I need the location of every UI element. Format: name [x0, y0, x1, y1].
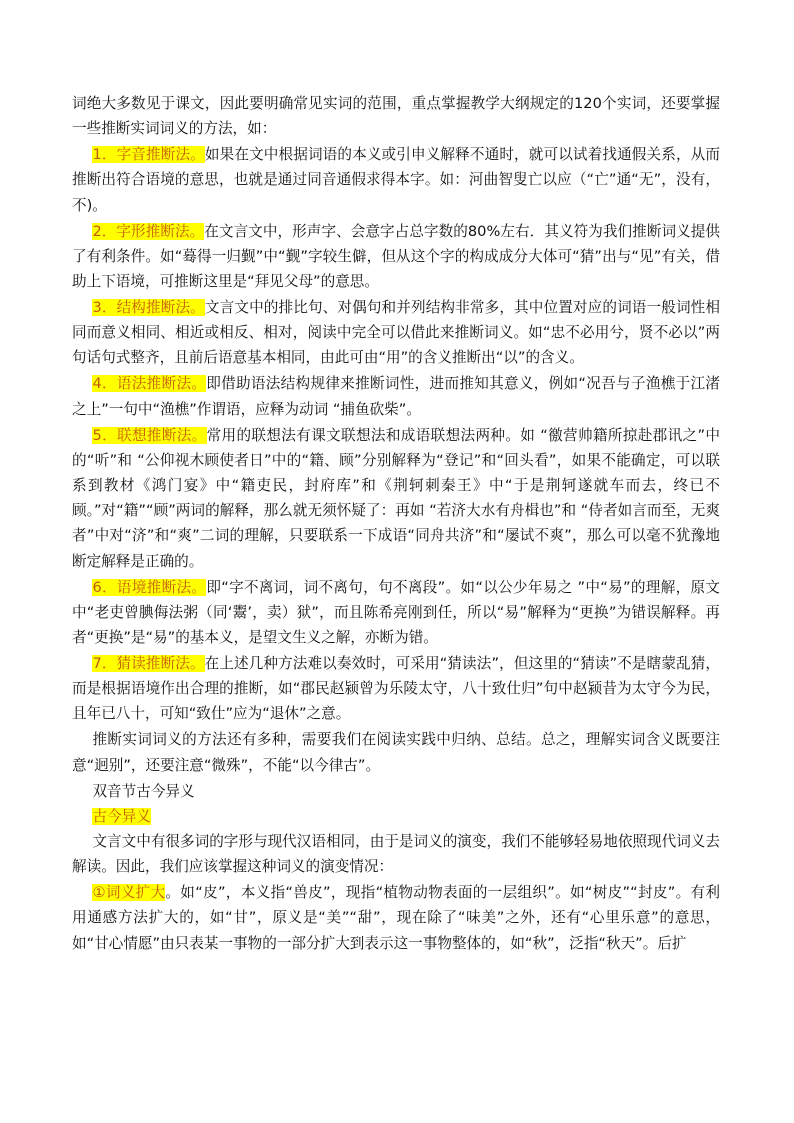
method-3-paragraph — [72, 295, 720, 371]
paragraph-text: 在文言文中，形声字、会意字占总字数的80%左右．其义符为我们推断词义提供了有利条件。如“蓦得一归觐”中“觐”字较生僻，但从这个字的构成成分大体可“猜”出与“见”有关，借助上下语境，可推断这里是“拜见父母”的意思。 — [72, 222, 720, 291]
paragraph-text: 如果在文中根据词语的本义或引申义解释不通时，就可以试着找通假关系，从而推断出符合语境的意思，也就是通过同音通假求得本字。如：河曲智叟亡以应（“亡”通“无”，没有，不)。 — [72, 146, 720, 214]
paragraph-text: 在上述几种方法难以奏效时，可采用“猜读法”，但这里的“猜读”不是瞎蒙乱猜，而是根据语境作出合理的推断，如“郡民赵颍曾为乐陵太守，八十致仕归”句中赵颍昔为太守今为民，且年已八十，可知“致仕”应为“退休”之意。 — [72, 655, 720, 723]
method-label: 6．语境推断法。 — [92, 578, 207, 596]
method-5-paragraph — [72, 423, 720, 574]
method-label: 4．语法推断法。 — [92, 375, 207, 393]
method-6-paragraph — [72, 575, 720, 651]
paragraph-text: 常用的联想法有课文联想法和成语联想法两种。如 “徼营帅籍所掠赴郡讯之”中的“听”和 “公仰视木顾使者日”中的“籍、顾”分别解释为“登记”和“回头看”，如果不能确定，可以联系到教材《鸿门宴》中“籍吏民，封府库”和《荆轲刺秦王》中“于是荆轲遂就车而去，终已不顾。”对“籍”“顾”两词的解释，那么就无须怀疑了：再如 “若济大水有舟楫也”和 “侍者如言而至，无爽者”中对“济”和“爽”二词的理解，只要联系一下成语“同舟共济”和“屡试不爽”，那么可以毫不犹豫地断定解释是正确的。 — [72, 426, 720, 570]
method-7-paragraph — [72, 651, 720, 727]
method-2-paragraph — [72, 219, 720, 295]
method-4-paragraph — [72, 371, 720, 421]
method-label: 1．字音推断法。 — [92, 146, 205, 164]
method-label: 7．猜读推断法。 — [92, 655, 205, 673]
paragraph-text: 即“字不离词，词不离句，句不离段”。如“以公少年易之 ”中“易”的理解，原文中“老吏曾腆侮法粥（同‘鬻’，卖）狱”，而且陈希亮刚到任，所以“易”解释为“更换”为错误解释。再者“更换”是“易”的基本义，是望文生义之解，亦断为错。 — [72, 578, 720, 647]
intro-paragraph — [72, 91, 720, 141]
subsection-title-text: 古今异义 — [92, 807, 151, 825]
paragraph-text: 即借助语法结构规律来推断词性，进而推知其意义，例如“况吾与子渔樵于江渚之上”一句中“渔樵”作谓语，应释为动词 “捕鱼砍柴”。 — [72, 375, 720, 418]
method-1-paragraph — [72, 142, 720, 218]
method-label: 3．结构推断法。 — [92, 299, 205, 317]
ancient-modern-intro — [72, 829, 720, 879]
paragraph-text: 文言文中的排比句、对偶句和并列结构非常多，其中位置对应的词语一般词性相同而意义相同、相近或相反、相对，阅读中完全可以借此来推断词义。如“忠不必用兮，贤不必以”两句话句式整齐，且前后语意基本相同，由此可由“用”的含义推断出“以”的含义。 — [72, 299, 720, 367]
document-body — [72, 91, 720, 957]
meaning-expansion-paragraph — [72, 880, 720, 956]
paragraph-text: 词绝大多数见于课文，因此要明确常见实词的范围，重点掌握教学大纲规定的120个实词，还要掌握一些推断实词词义的方法，如： — [72, 95, 720, 138]
summary-paragraph — [72, 727, 720, 777]
method-label: 5．联想推断法。 — [92, 426, 207, 444]
paragraph-text: 推断实词词义的方法还有多种，需要我们在阅读实践中归纳、总结。总之，理解实词含义既要注意“迥别”，还要注意“微殊”，不能“以今律古”。 — [72, 731, 720, 774]
expansion-label: ①词义扩大 — [92, 884, 166, 902]
paragraph-text: 。如“皮”，本义指“兽皮”，现指“植物动物表面的一层组织”。如“树皮”“封皮”。有利用通感方法扩大的，如“甘”，原义是“美”“甜”，现在除了“味美”之外，还有“心里乐意”的意思，如“甘心情愿”由只表某一事物的一部分扩大到表示这一事物整体的，如“秋”，泛指“秋天”。后扩 — [72, 884, 721, 952]
paragraph-text: 文言文中有很多词的字形与现代汉语相同，由于是词义的演变，我们不能够轻易地依照现代词义去解读。因此，我们应该掌握这种词义的演变情况： — [72, 833, 720, 876]
section-title: 双音节古今异义 — [92, 782, 195, 800]
method-label: 2．字形推断法。 — [92, 222, 205, 240]
subsection-title — [72, 804, 720, 829]
